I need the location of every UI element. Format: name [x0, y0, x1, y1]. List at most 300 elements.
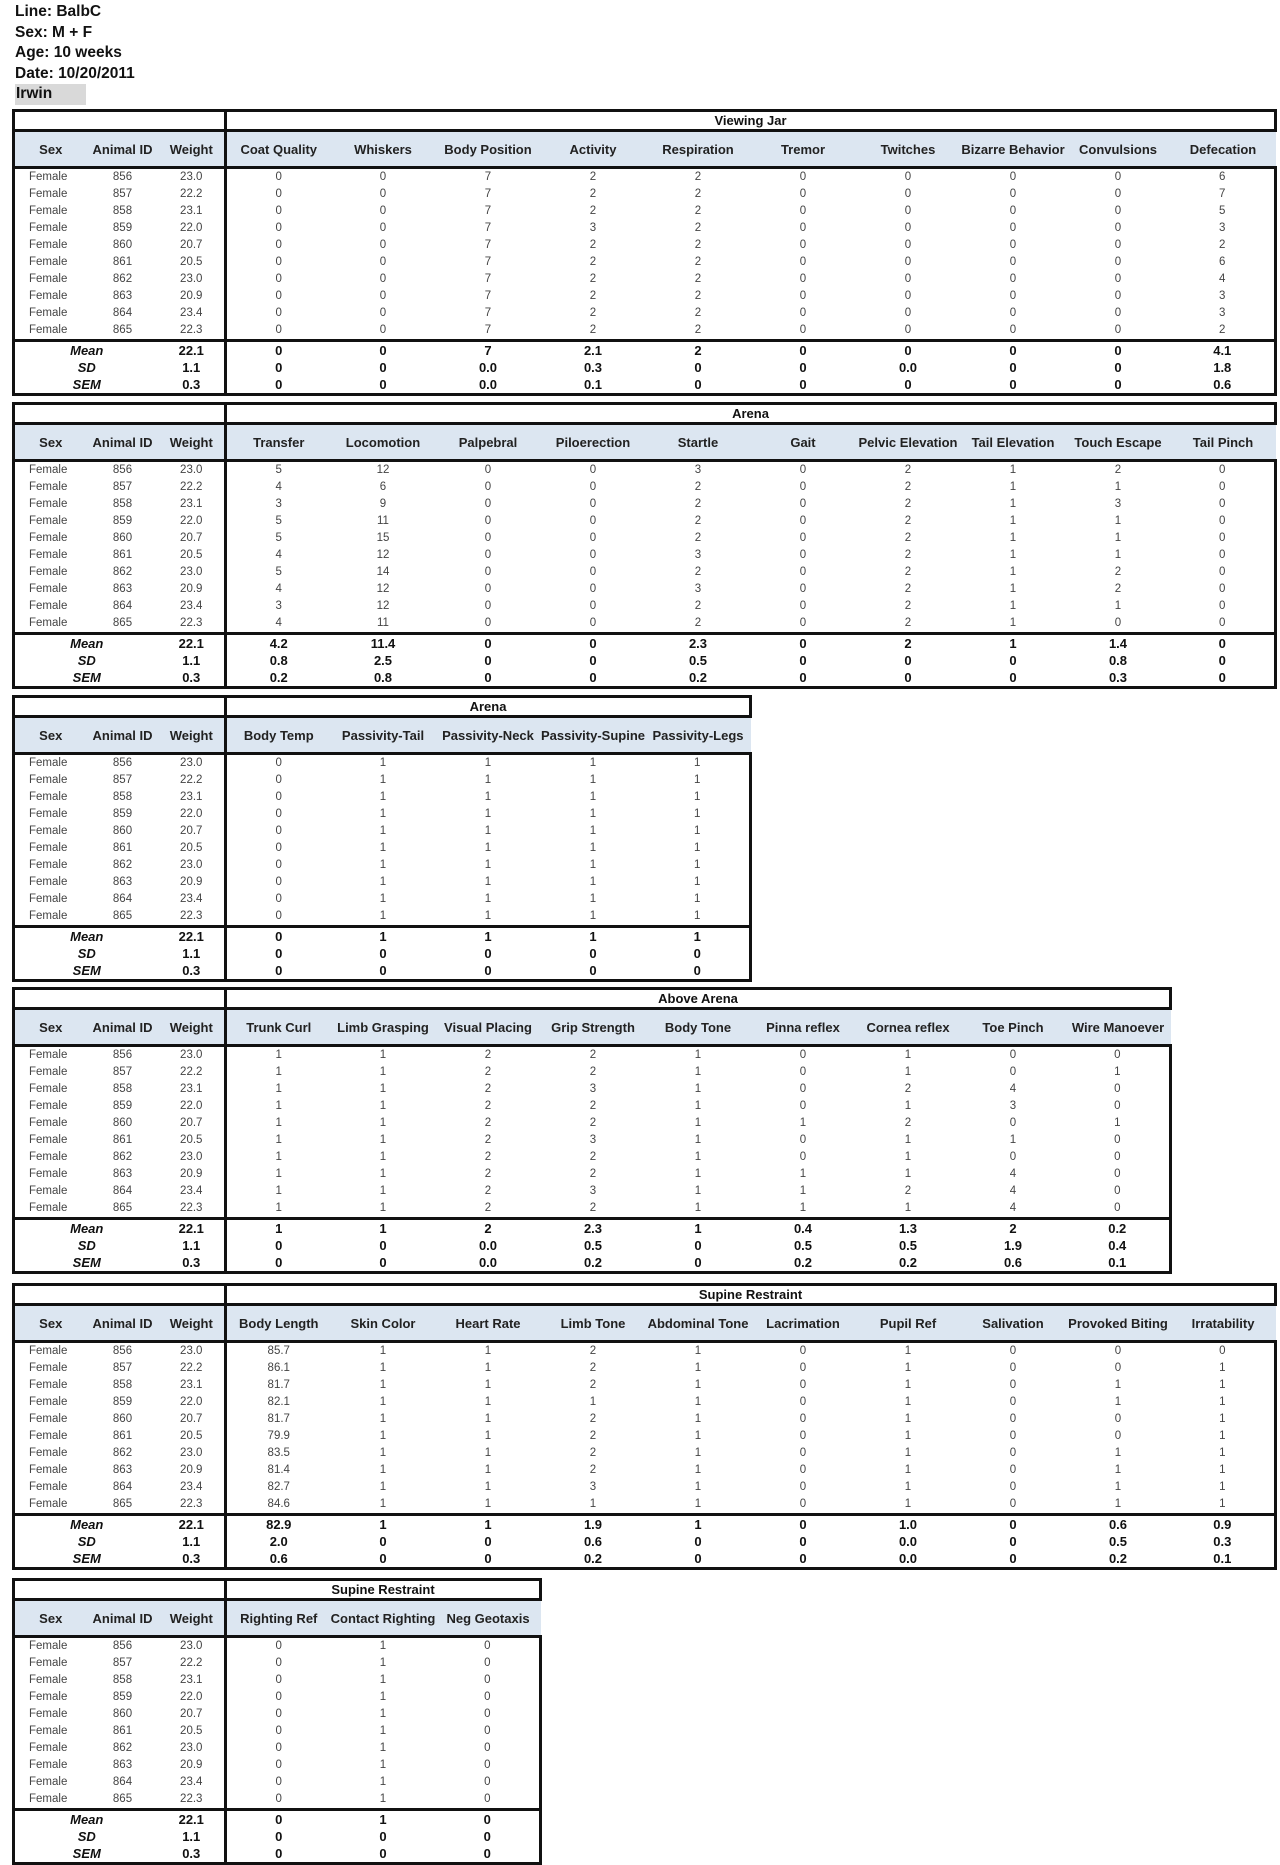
score-cell: 0 [1009, 290, 1017, 302]
weight-cell: 22.2 [159, 1655, 226, 1672]
score-cell: 7 [1171, 186, 1276, 203]
weight-cell: 23.4 [159, 598, 226, 615]
summary-value: 0.9 [1171, 1515, 1276, 1534]
summary-value: 2.0 [269, 1534, 288, 1549]
score-cell: 1 [484, 774, 492, 786]
score-cell: 0 [379, 171, 387, 183]
animal-id-cell: 864 [112, 893, 133, 905]
score-cell: 0 [1066, 1149, 1171, 1166]
score-cell: 2 [589, 205, 597, 217]
weight-cell: 23.0 [159, 1342, 226, 1361]
summary-value: 0 [1009, 1517, 1017, 1532]
column-header: Bizarre Behavior [961, 131, 1066, 168]
weight-cell: 23.0 [159, 1149, 226, 1166]
table-row [14, 1445, 1276, 1462]
summary-value: 0 [1009, 343, 1017, 358]
score-cell: 1 [856, 1496, 961, 1515]
summary-weight: 0.3 [159, 962, 226, 981]
score-cell: 0 [589, 498, 597, 510]
table-row [14, 461, 1276, 480]
summary-weight: 1.1 [159, 1237, 226, 1254]
score-cell: 0 [961, 1496, 1066, 1515]
score-cell: 3 [589, 1134, 597, 1146]
summary-value: 0 [1171, 669, 1276, 688]
summary-value: 0.2 [541, 1550, 646, 1569]
score-cell: 2 [589, 1447, 597, 1459]
group-header-blank [14, 1580, 226, 1600]
summary-row-sem [14, 962, 751, 981]
score-cell: 0 [436, 1689, 541, 1706]
weight-cell: 23.0 [159, 461, 226, 480]
weight-cell: 23.1 [159, 496, 226, 513]
column-header-row [14, 131, 1276, 168]
score-cell: 1 [646, 789, 751, 806]
column-header: Passivity-Supine [541, 717, 646, 754]
score-cell: 7 [484, 256, 492, 268]
column-header: Body Temp [226, 717, 331, 754]
summary-value: 0.2 [856, 1254, 961, 1273]
score-cell: 0 [436, 1723, 541, 1740]
table-row [14, 479, 1276, 496]
column-header: Defecation [1171, 131, 1276, 168]
score-cell: 0 [799, 532, 807, 544]
score-cell: 0 [1009, 256, 1017, 268]
summary-value: 0 [646, 945, 751, 962]
score-cell: 2 [904, 583, 912, 595]
score-cell: 0 [436, 1791, 541, 1810]
sex-label: Sex: M + F [15, 23, 93, 41]
score-cell: 3 [694, 549, 702, 561]
summary-value: 0 [1066, 376, 1171, 395]
score-cell: 0 [275, 825, 282, 837]
sex-cell: Female [14, 874, 87, 891]
score-cell: 86.1 [267, 1362, 290, 1374]
summary-label: Mean [14, 1810, 159, 1829]
score-cell: 1 [1171, 1445, 1276, 1462]
summary-value: 0 [436, 1828, 541, 1845]
summary-value: 0.5 [688, 653, 708, 668]
score-cell: 0 [904, 273, 912, 285]
summary-value: 0.4 [793, 1221, 813, 1236]
score-cell: 2 [541, 1200, 646, 1219]
weight-cell: 20.5 [159, 1428, 226, 1445]
score-cell: 1 [275, 1049, 282, 1061]
summary-value: 1.0 [898, 1517, 918, 1532]
summary-row-sem [14, 1845, 541, 1864]
score-cell: 14 [376, 566, 390, 578]
score-cell: 1 [904, 1168, 912, 1180]
score-cell: 84.6 [226, 1496, 331, 1515]
score-cell: 1 [331, 908, 436, 927]
sex-cell: Female [14, 1637, 87, 1656]
score-cell: 0 [226, 322, 331, 341]
test-name-cell: Irwin [15, 84, 86, 105]
score-cell: 1 [331, 1496, 436, 1515]
table-row [14, 1428, 1276, 1445]
score-cell: 0 [799, 1100, 807, 1112]
score-cell: 2 [484, 1168, 492, 1180]
table-row [14, 271, 1276, 288]
summary-label: SEM [14, 669, 159, 688]
summary-value: 0 [436, 1845, 541, 1864]
score-cell: 1 [379, 1464, 387, 1476]
score-cell: 2 [694, 239, 702, 251]
summary-value: 0 [331, 1845, 436, 1864]
sex-cell: Female [14, 908, 87, 927]
score-cell: 0 [799, 515, 807, 527]
score-cell: 0 [1066, 1166, 1171, 1183]
score-cell: 2 [589, 307, 597, 319]
score-cell: 7 [484, 205, 492, 217]
column-header: Righting Ref [226, 1600, 331, 1637]
score-cell: 0 [1009, 222, 1017, 234]
score-cell: 0 [799, 1134, 807, 1146]
score-cell: 0 [275, 188, 282, 200]
data-table [12, 987, 1172, 1274]
score-cell: 1 [1171, 1479, 1276, 1496]
score-cell: 0 [1009, 307, 1017, 319]
score-cell: 2 [589, 273, 597, 285]
score-cell: 0 [436, 1637, 541, 1656]
weight-cell: 20.9 [159, 581, 226, 598]
data-table-block [12, 402, 1277, 689]
score-cell: 1 [646, 908, 751, 927]
score-cell: 0 [275, 893, 282, 905]
score-cell: 0 [589, 549, 597, 561]
score-cell: 11 [377, 515, 389, 527]
score-cell: 0 [589, 600, 597, 612]
score-cell: 12 [376, 583, 390, 595]
score-cell: 0 [799, 1430, 807, 1442]
sex-cell: Female [14, 288, 87, 305]
sex-cell: Female [14, 1046, 87, 1065]
score-cell: 1 [694, 1362, 702, 1374]
summary-weight: 1.1 [159, 1828, 226, 1845]
score-cell: 1 [379, 1481, 387, 1493]
weight-cell: 22.2 [159, 1064, 226, 1081]
summary-value: 0.2 [646, 669, 751, 688]
score-cell: 1 [275, 1100, 282, 1112]
summary-value: 2.1 [583, 343, 603, 358]
animal-id-cell: 860 [112, 1117, 133, 1129]
score-cell: 2 [694, 481, 702, 493]
animal-id-cell: 860 [112, 532, 133, 544]
score-cell: 1 [484, 876, 492, 888]
animal-id-cell: 856 [112, 757, 133, 769]
score-cell: 0 [799, 1345, 807, 1357]
score-cell: 0 [275, 1640, 282, 1652]
score-cell: 0 [799, 290, 807, 302]
animal-id-cell: 862 [112, 1151, 133, 1163]
score-cell: 0 [484, 498, 492, 510]
column-header: Whiskers [331, 131, 436, 168]
score-cell: 0 [1066, 1046, 1171, 1065]
summary-value: 0 [275, 946, 283, 961]
score-cell: 0 [1114, 222, 1122, 234]
score-cell: 12 [376, 600, 390, 612]
score-cell: 0 [904, 222, 912, 234]
summary-value: 0.0 [856, 1550, 961, 1569]
summary-value: 0 [275, 1829, 283, 1844]
summary-value: 0 [646, 1550, 751, 1569]
score-cell: 1 [904, 1447, 912, 1459]
summary-weight: 22.1 [159, 1810, 226, 1829]
score-cell: 0 [1114, 273, 1122, 285]
score-cell: 2 [904, 532, 912, 544]
score-cell: 0 [1171, 547, 1276, 564]
summary-value: 0.6 [1171, 376, 1276, 395]
table-row [14, 1689, 541, 1706]
score-cell: 1 [331, 1200, 436, 1219]
animal-id-cell: 857 [112, 774, 133, 786]
score-cell: 0 [275, 774, 282, 786]
score-cell: 0 [436, 1655, 541, 1672]
summary-value: 11.4 [370, 636, 396, 651]
score-cell: 2 [694, 307, 702, 319]
summary-row-sem [14, 669, 1276, 688]
data-table [12, 1578, 542, 1865]
score-cell: 1 [1171, 1496, 1276, 1515]
summary-weight: 0.3 [159, 376, 226, 395]
score-cell: 1 [904, 1379, 912, 1391]
score-cell: 0 [1009, 1345, 1017, 1357]
group-header-row [14, 111, 1276, 131]
weight-cell: 20.7 [159, 530, 226, 547]
score-cell: 0 [275, 808, 282, 820]
score-cell: 0 [1114, 1413, 1122, 1425]
score-cell: 1 [904, 1100, 912, 1112]
sex-cell: Female [14, 1360, 87, 1377]
score-cell: 0 [275, 842, 282, 854]
column-header: Passivity-Neck [436, 717, 541, 754]
score-cell: 2 [904, 549, 912, 561]
animal-id-cell: 863 [112, 876, 133, 888]
score-cell: 4 [275, 583, 282, 595]
summary-label: Mean [14, 927, 159, 946]
score-cell: 0 [379, 307, 387, 319]
score-cell: 1 [379, 876, 387, 888]
summary-value: 0 [379, 946, 387, 961]
score-cell: 2 [694, 600, 702, 612]
score-cell: 2 [694, 498, 702, 510]
score-cell: 1 [275, 1083, 282, 1095]
score-cell: 1 [694, 1430, 702, 1442]
score-cell: 0 [1114, 256, 1122, 268]
score-cell: 1 [646, 806, 751, 823]
summary-value: 0.3 [1171, 1533, 1276, 1550]
animal-id-cell: 863 [112, 1168, 133, 1180]
score-cell: 0 [275, 1776, 282, 1788]
weight-cell: 22.0 [159, 1689, 226, 1706]
summary-value: 1 [379, 1221, 387, 1236]
summary-value: 0.1 [1066, 1254, 1171, 1273]
score-cell: 0 [1066, 1183, 1171, 1200]
sex-cell: Female [14, 772, 87, 789]
summary-value: 0 [226, 962, 331, 981]
column-header-row [14, 717, 751, 754]
sex-cell: Female [14, 1706, 87, 1723]
score-cell: 2 [646, 322, 751, 341]
score-cell: 0 [379, 256, 387, 268]
summary-value: 0.0 [898, 1534, 918, 1549]
score-cell: 1 [694, 1083, 702, 1095]
sex-cell: Female [14, 754, 87, 773]
column-header-sex: Sex [14, 1009, 87, 1046]
score-cell: 0 [275, 876, 282, 888]
table-row [14, 322, 1276, 341]
score-cell: 0 [1114, 205, 1122, 217]
column-header: Wire Manoever [1066, 1009, 1171, 1046]
summary-row-mean [14, 1219, 1171, 1238]
score-cell: 0 [799, 1464, 807, 1476]
score-cell: 0 [275, 859, 282, 871]
score-cell: 1 [589, 876, 597, 888]
score-cell: 0 [799, 205, 807, 217]
score-cell: 0 [484, 481, 492, 493]
score-cell: 1 [379, 1691, 387, 1703]
score-cell: 1 [379, 1430, 387, 1442]
score-cell: 0 [436, 1672, 541, 1689]
sex-cell: Female [14, 1445, 87, 1462]
column-header: Body Position [436, 131, 541, 168]
score-cell: 0 [1066, 1200, 1171, 1219]
sex-cell: Female [14, 1064, 87, 1081]
animal-id-cell: 862 [112, 1742, 133, 1754]
score-cell: 1 [379, 808, 387, 820]
column-header-weight: Weight [159, 1305, 226, 1342]
score-cell: 1 [275, 1151, 282, 1163]
score-cell: 0 [1066, 1132, 1171, 1149]
score-cell: 0 [1114, 1430, 1122, 1442]
sex-cell: Female [14, 1462, 87, 1479]
summary-value: 0 [694, 360, 702, 375]
animal-id-cell: 864 [112, 307, 133, 319]
animal-id-cell: 858 [112, 1674, 133, 1686]
score-cell: 0 [799, 600, 807, 612]
score-cell: 1 [484, 757, 492, 769]
summary-row-mean [14, 634, 1276, 653]
score-cell: 0 [379, 239, 387, 251]
sex-cell: Female [14, 1132, 87, 1149]
column-header: Convulsions [1066, 131, 1171, 168]
score-cell: 1 [751, 1200, 856, 1219]
table-row [14, 908, 751, 927]
sex-cell: Female [14, 1115, 87, 1132]
summary-value: 0 [436, 1550, 541, 1569]
score-cell: 1 [1171, 1377, 1276, 1394]
summary-label: Mean [14, 1515, 159, 1534]
table-row [14, 1462, 1276, 1479]
animal-id-cell: 862 [112, 859, 133, 871]
sex-cell: Female [14, 1672, 87, 1689]
summary-value: 0 [226, 1254, 331, 1273]
score-cell: 0 [961, 322, 1066, 341]
score-cell: 2 [589, 171, 597, 183]
score-cell: 1 [589, 825, 597, 837]
table-row [14, 547, 1276, 564]
table-row [14, 1064, 1171, 1081]
score-cell: 82.7 [267, 1481, 290, 1493]
score-cell: 1 [904, 1066, 912, 1078]
column-header: Passivity-Legs [646, 717, 751, 754]
summary-value: 0 [856, 669, 961, 688]
score-cell: 1 [1009, 600, 1017, 612]
summary-value: 0 [436, 962, 541, 981]
score-cell: 1 [904, 1134, 912, 1146]
data-table [12, 1283, 1277, 1570]
sex-cell: Female [14, 598, 87, 615]
sex-cell: Female [14, 1411, 87, 1428]
sex-cell: Female [14, 823, 87, 840]
score-cell: 1 [379, 791, 387, 803]
weight-cell: 23.1 [159, 1377, 226, 1394]
animal-id-cell: 865 [87, 908, 159, 927]
sex-cell: Female [14, 1757, 87, 1774]
score-cell: 1 [484, 1481, 492, 1493]
score-cell: 0 [379, 205, 387, 217]
table-row [14, 1183, 1171, 1200]
column-header: Body Tone [646, 1009, 751, 1046]
summary-value: 0.6 [1108, 1517, 1128, 1532]
score-cell: 1 [694, 1413, 702, 1425]
score-cell: 2 [589, 256, 597, 268]
summary-value: 0 [436, 669, 541, 688]
score-cell: 1 [589, 1396, 597, 1408]
animal-id-cell: 863 [112, 1464, 133, 1476]
table-row [14, 1115, 1171, 1132]
summary-row-mean [14, 341, 1276, 360]
score-cell: 0 [856, 322, 961, 341]
summary-value: 0 [694, 1238, 702, 1253]
sex-cell: Female [14, 1200, 87, 1219]
score-cell: 1 [484, 1464, 492, 1476]
weight-cell: 23.0 [159, 754, 226, 773]
summary-value: 1 [379, 1812, 387, 1827]
table-row [14, 513, 1276, 530]
score-cell: 1 [694, 1151, 702, 1163]
score-cell: 0 [1009, 273, 1017, 285]
score-cell: 0 [799, 1083, 807, 1095]
score-cell: 1 [694, 1134, 702, 1146]
summary-value: 2 [694, 343, 702, 358]
summary-value: 0.0 [478, 1238, 498, 1253]
score-cell: 12 [376, 464, 390, 476]
score-cell: 3 [589, 1185, 597, 1197]
table-row [14, 754, 751, 773]
score-cell: 1 [1114, 1464, 1122, 1476]
score-cell: 0 [1009, 1066, 1017, 1078]
column-header-sex: Sex [14, 717, 87, 754]
summary-value: 0.0 [898, 360, 918, 375]
score-cell: 2 [589, 1117, 597, 1129]
score-cell: 2 [484, 1066, 492, 1078]
sex-cell: Female [14, 615, 87, 634]
weight-cell: 20.9 [159, 1462, 226, 1479]
summary-value: 0 [1009, 360, 1017, 375]
score-cell: 1 [379, 1742, 387, 1754]
weight-cell: 22.0 [159, 1394, 226, 1411]
score-cell: 0 [484, 464, 492, 476]
score-cell: 2 [904, 1117, 912, 1129]
summary-value: 4.2 [269, 636, 288, 651]
score-cell: 81.4 [267, 1464, 290, 1476]
weight-cell: 20.5 [159, 1132, 226, 1149]
summary-weight: 1.1 [159, 652, 226, 669]
animal-id-cell: 858 [112, 1379, 133, 1391]
score-cell: 7 [484, 290, 492, 302]
score-cell: 1 [436, 1496, 541, 1515]
table-row [14, 891, 751, 908]
